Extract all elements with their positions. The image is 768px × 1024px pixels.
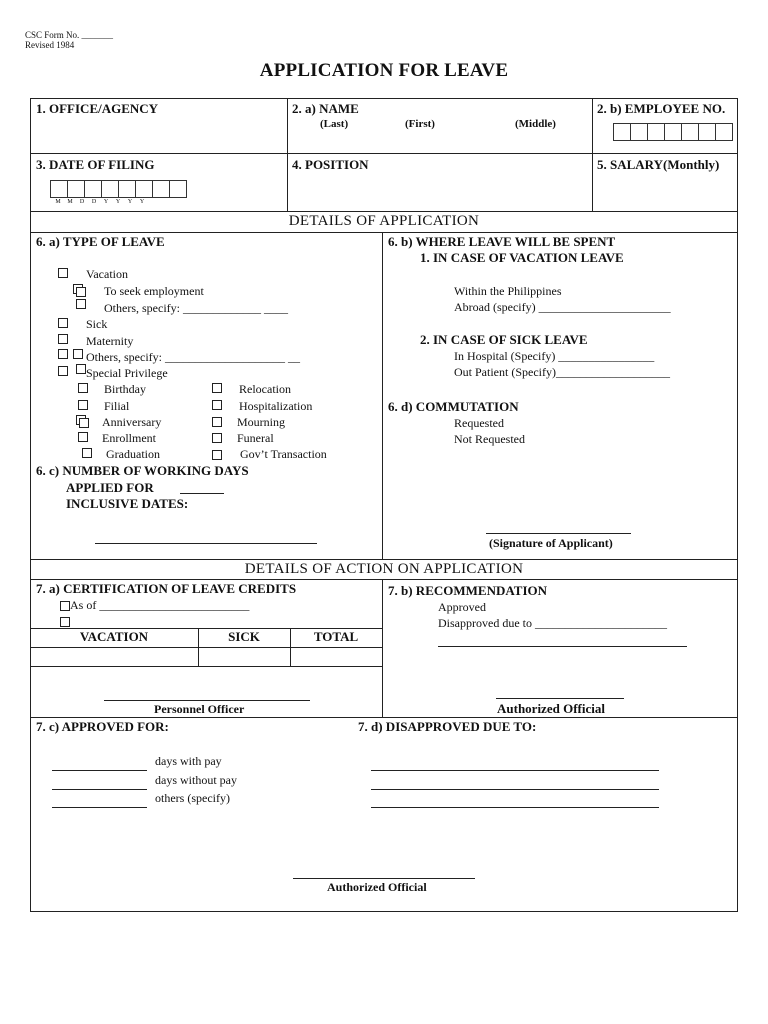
office-agency-label: 1. OFFICE/AGENCY [36, 101, 159, 116]
name-middle-label: (Middle) [515, 118, 556, 130]
divider [30, 232, 738, 233]
checkbox-maternity[interactable] [58, 334, 68, 344]
where-leave-label: 6. b) WHERE LEAVE WILL BE SPENT [388, 234, 616, 249]
divider [30, 153, 738, 154]
disapproved-reason-line[interactable] [438, 646, 687, 647]
name-first-label: (First) [405, 118, 435, 130]
name-last-label: (Last) [320, 118, 349, 130]
checkbox-as-of[interactable] [60, 601, 70, 611]
maternity-label: Maternity [86, 334, 134, 348]
personnel-officer-label: Personnel Officer [154, 702, 245, 716]
approved-label: Approved [438, 600, 486, 614]
disapproval-reason-line-2[interactable] [371, 789, 659, 790]
divider [287, 98, 288, 211]
checkbox-anniversary-overlay [79, 418, 89, 428]
mourning-label: Mourning [237, 415, 285, 429]
details-heading: DETAILS OF APPLICATION [288, 213, 480, 229]
checkbox-funeral[interactable] [212, 433, 222, 443]
in-hospital-label: In Hospital (Specify) ________________ [454, 349, 655, 363]
enrollment-label: Enrollment [102, 431, 156, 445]
disapproval-reason-line-3[interactable] [371, 807, 659, 808]
hospitalization-label: Hospitalization [239, 399, 313, 413]
checkbox-sick[interactable] [58, 318, 68, 328]
others-specify-label: Others, specify: ____________________ __ [86, 350, 300, 364]
leave-credits-table [30, 628, 382, 667]
recommendation-label: 7. b) RECOMMENDATION [388, 583, 548, 598]
form-title: APPLICATION FOR LEAVE [259, 60, 509, 81]
name-label: 2. a) NAME [292, 101, 359, 116]
checkbox-special-privilege[interactable] [58, 366, 68, 376]
date-of-filing-boxes[interactable] [50, 180, 187, 198]
authorized-official-label: Authorized Official [497, 701, 605, 716]
checkbox-govt-transaction[interactable] [212, 450, 222, 460]
certification-label: 7. a) CERTIFICATION OF LEAVE CREDITS [36, 581, 297, 596]
signature-applicant-label: (Signature of Applicant) [489, 536, 613, 550]
disapproval-reason-line-1[interactable] [371, 770, 659, 771]
days-without-pay-label: days without pay [155, 773, 237, 787]
col-vacation-header: VACATION [79, 629, 149, 644]
sick-case-label: 2. IN CASE OF SICK LEAVE [420, 332, 588, 347]
employee-no-boxes[interactable] [613, 123, 733, 141]
within-philippines-label: Within the Philippines [454, 284, 562, 298]
final-authorized-official-label: Authorized Official [327, 880, 427, 894]
abroad-specify-label: Abroad (specify) ______________________ [454, 300, 671, 314]
authorized-official-line[interactable] [496, 698, 624, 699]
checkbox-enrollment[interactable] [78, 432, 88, 442]
divider [30, 559, 738, 560]
salary-label: 5. SALARY(Monthly) [597, 157, 720, 172]
applied-for-line[interactable] [180, 493, 224, 494]
approved-for-label: 7. c) APPROVED FOR: [36, 719, 169, 734]
divider [382, 232, 383, 559]
checkbox-others-vacation[interactable] [76, 299, 86, 309]
inclusive-dates-line[interactable] [95, 543, 317, 544]
checkbox-others-2[interactable] [73, 349, 83, 359]
checkbox-as-of-2[interactable] [60, 617, 70, 627]
seek-employment-label: To seek employment [104, 284, 204, 298]
applicant-signature-line[interactable] [486, 533, 631, 534]
position-label: 4. POSITION [292, 157, 369, 172]
as-of-label: As of _________________________ [70, 598, 250, 612]
others-specify-line[interactable] [52, 807, 147, 808]
birthday-label: Birthday [104, 382, 146, 396]
disapproved-due-label: Disapproved due to ______________________ [438, 616, 667, 630]
relocation-label: Relocation [239, 382, 291, 396]
checkbox-hospitalization[interactable] [212, 400, 222, 410]
checkbox-filial[interactable] [78, 400, 88, 410]
personnel-officer-line[interactable] [104, 700, 310, 701]
divider [30, 211, 738, 212]
commutation-label: 6. d) COMMUTATION [388, 399, 519, 414]
funeral-label: Funeral [237, 431, 274, 445]
checkbox-birthday[interactable] [78, 383, 88, 393]
checkbox-vacation[interactable] [58, 268, 68, 278]
action-heading: DETAILS OF ACTION ON APPLICATION [244, 561, 524, 577]
others-specify-vacation: Others, specify: _____________ ____ [104, 301, 288, 315]
final-authorized-official-line[interactable] [293, 878, 475, 879]
graduation-label: Graduation [106, 447, 160, 461]
revised-note: Revised 1984 [25, 40, 75, 50]
special-privilege-label: Special Privilege [86, 366, 168, 380]
filial-label: Filial [104, 399, 130, 413]
col-total-header: TOTAL [313, 629, 359, 644]
checkbox-graduation[interactable] [82, 448, 92, 458]
divider [592, 98, 593, 211]
employee-no-label: 2. b) EMPLOYEE NO. [597, 101, 726, 116]
not-requested-label: Not Requested [454, 432, 525, 446]
col-sick-header: SICK [228, 629, 260, 644]
vacation-label: Vacation [86, 267, 128, 281]
checkbox-others[interactable] [58, 349, 68, 359]
days-with-pay-line[interactable] [52, 770, 147, 771]
govt-transaction-label: Gov’t Transaction [240, 447, 327, 461]
divider [382, 579, 383, 717]
inclusive-dates-label: INCLUSIVE DATES: [66, 496, 189, 511]
applied-for-label: APPLIED FOR [66, 480, 154, 495]
type-of-leave-label: 6. a) TYPE OF LEAVE [36, 234, 165, 249]
disapproved-due-to-label: 7. d) DISAPPROVED DUE TO: [358, 719, 537, 734]
others-specify-approved-label: others (specify) [155, 791, 230, 805]
divider [30, 579, 738, 580]
anniversary-label: Anniversary [102, 415, 162, 429]
days-with-pay-label: days with pay [155, 754, 222, 768]
days-without-pay-line[interactable] [52, 789, 147, 790]
sick-label: Sick [86, 317, 108, 331]
checkbox-special-privilege-2[interactable] [76, 364, 86, 374]
date-format-letters: M M D D Y Y Y Y [55, 199, 145, 205]
divider [30, 717, 738, 718]
checkbox-relocation[interactable] [212, 383, 222, 393]
vacation-case-label: 1. IN CASE OF VACATION LEAVE [420, 250, 624, 265]
checkbox-seek-employment-overlay [76, 287, 86, 297]
checkbox-mourning[interactable] [212, 417, 222, 427]
form-number: CSC Form No. _______ [25, 30, 114, 40]
out-patient-label: Out Patient (Specify)___________________ [454, 365, 670, 379]
working-days-label: 6. c) NUMBER OF WORKING DAYS [36, 463, 249, 478]
date-of-filing-label: 3. DATE OF FILING [36, 157, 155, 172]
requested-label: Requested [454, 416, 504, 430]
